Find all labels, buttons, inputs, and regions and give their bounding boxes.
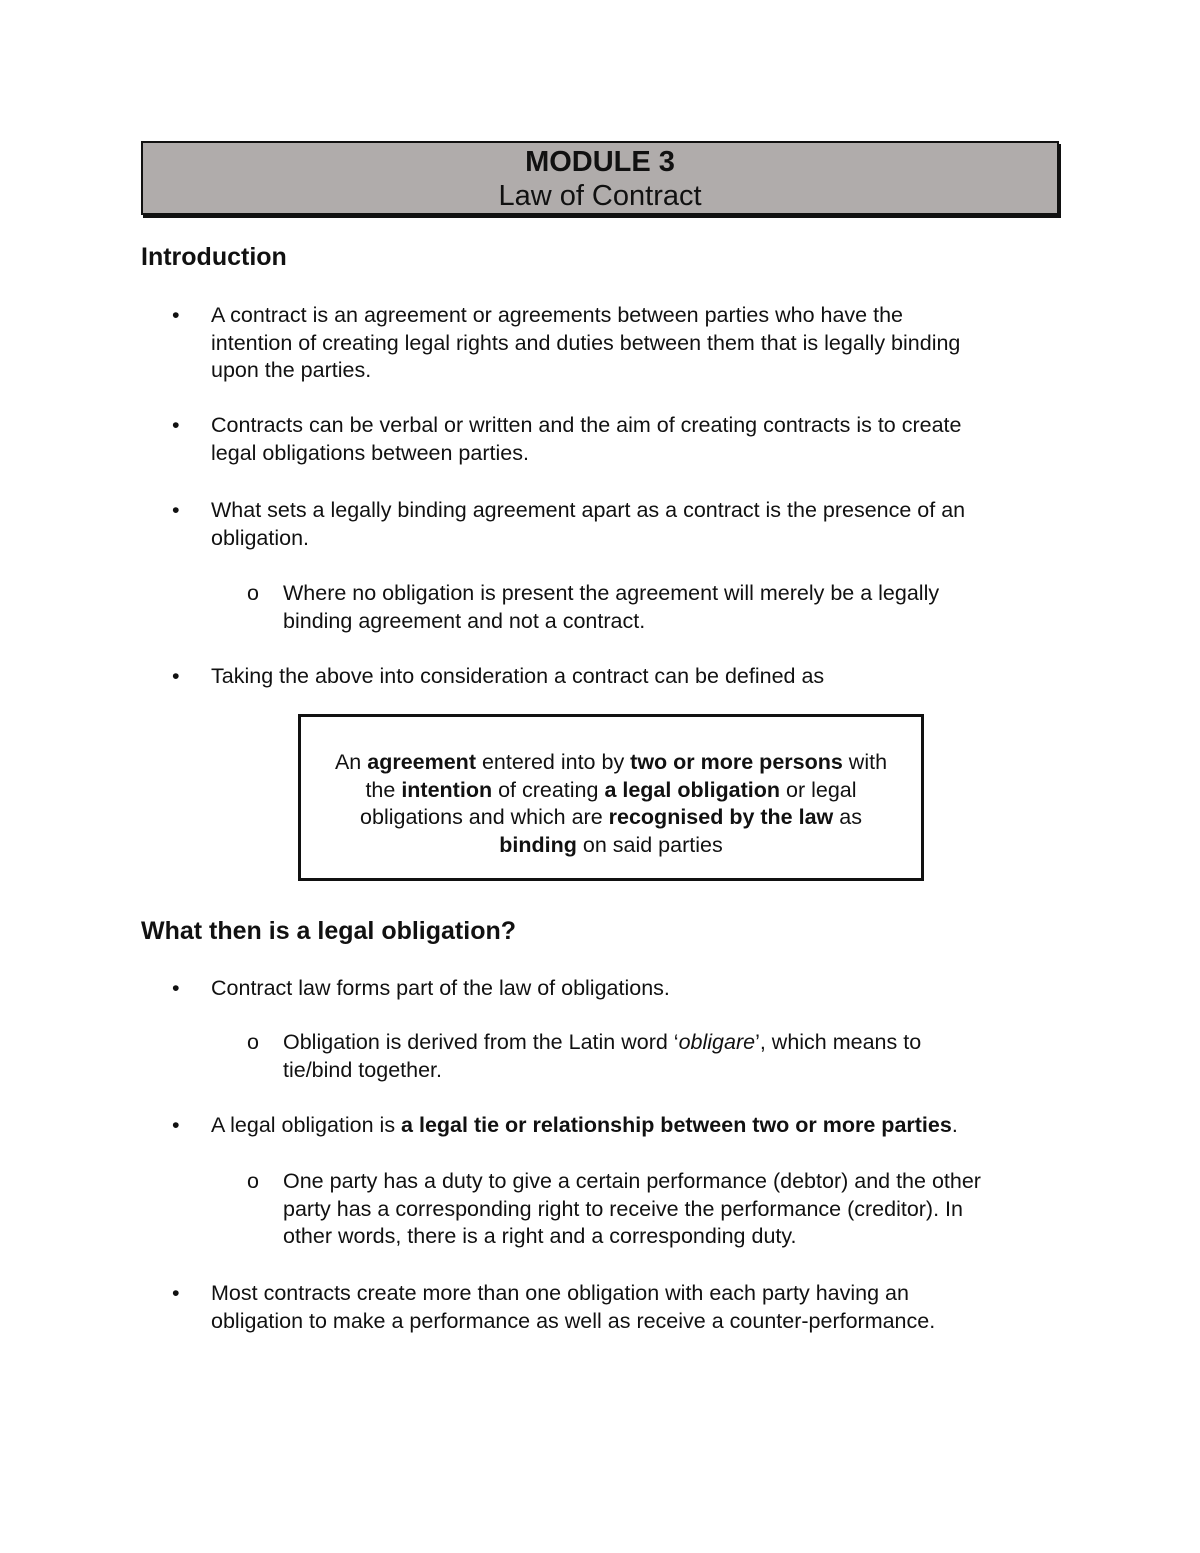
sub-bullet-icon: o [247, 1169, 259, 1193]
definition-line: obligations and which are recognised by the law as [360, 805, 862, 829]
definition-line: An agreement entered into by two or more persons with [334, 750, 888, 774]
obligation-sub-bullet-2: One party has a duty to give a certain performance (debtor) and the other party has a corresponding right to receive the performance (creditor). In other words, there is a right and a corresponding duty. [283, 1169, 981, 1248]
obligation-bullet-2: A legal obligation is a legal tie or relationship between two or more parties. [211, 1113, 958, 1137]
intro-bullet-4: Taking the above into consideration a contract can be defined as [211, 664, 825, 688]
bullet-icon: • [172, 976, 180, 1000]
bullet-icon: • [172, 664, 180, 688]
intro-bullet-1: A contract is an agreement or agreements between parties who have the intention of creating legal rights and duties between them that is legally binding upon the parties. [211, 303, 961, 382]
bullet-icon: • [172, 498, 180, 522]
module-number: MODULE 3 [525, 146, 675, 178]
definition-line: the intention of creating a legal obligation or legal [365, 777, 857, 802]
introduction-heading: Introduction [141, 243, 287, 271]
bullet-icon: • [172, 1113, 180, 1137]
bullet-icon: • [172, 303, 180, 327]
obligation-bullet-1: Contract law forms part of the law of obligations. [211, 976, 670, 1000]
sub-bullet-icon: o [247, 1030, 259, 1054]
intro-sub-bullet: Where no obligation is present the agreement will merely be a legally binding agreement and not a contract. [283, 581, 940, 633]
module-title: Law of Contract [498, 180, 702, 212]
bullet-icon: • [172, 413, 180, 437]
intro-bullet-3: What sets a legally binding agreement apart as a contract is the presence of an obligation. [211, 498, 966, 550]
obligation-bullet-3: Most contracts create more than one obligation with each party having an obligation to make a performance as well as receive a counter-performance. [211, 1281, 936, 1333]
obligation-sub-bullet-1: Obligation is derived from the Latin word ‘obligare’, which means to tie/bind together. [283, 1030, 922, 1082]
intro-bullet-2: Contracts can be verbal or written and the aim of creating contracts is to create legal obligations between parties. [211, 413, 962, 465]
module-header [141, 141, 1059, 215]
definition-line: binding on said parties [499, 832, 723, 857]
bullet-icon: • [172, 1281, 180, 1305]
sub-bullet-icon: o [247, 581, 259, 605]
contract-definition-box [298, 714, 924, 881]
obligation-heading: What then is a legal obligation? [141, 917, 517, 945]
